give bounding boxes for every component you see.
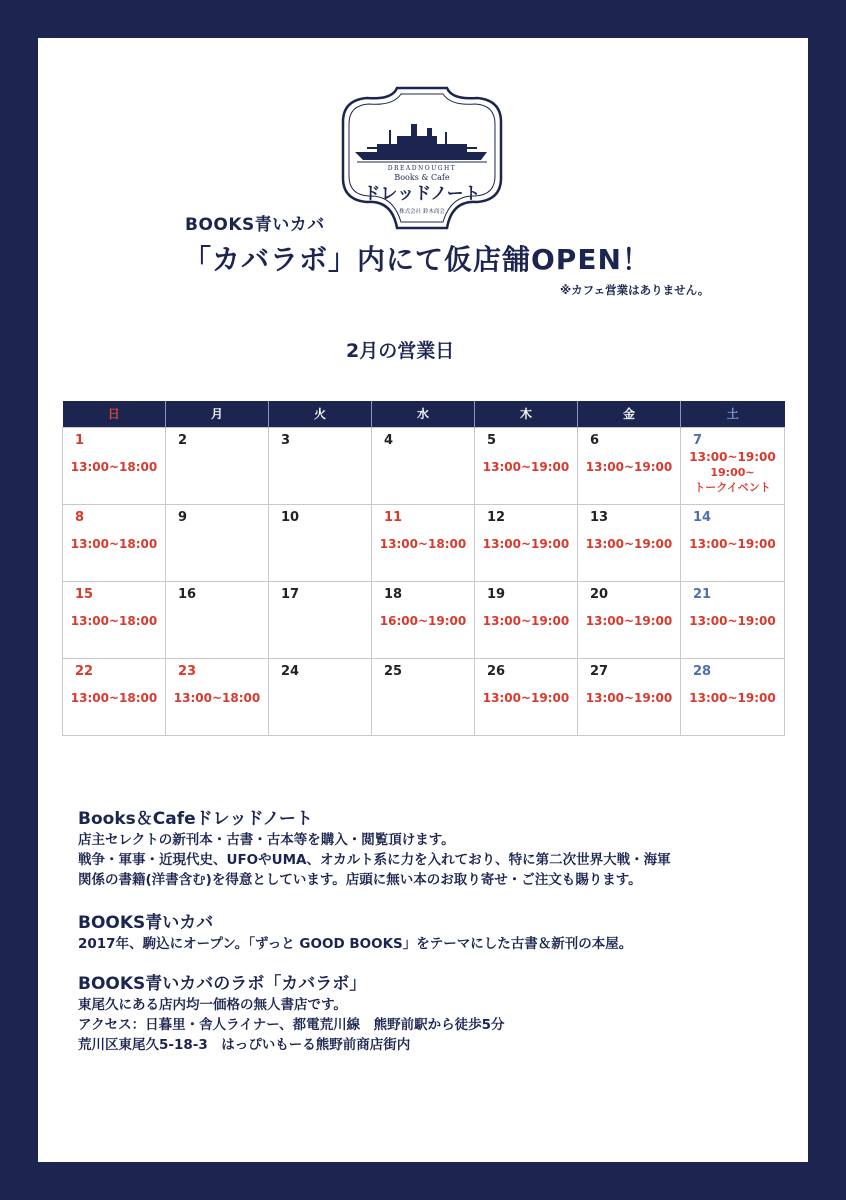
day-number: 20 (590, 586, 609, 602)
opening-hours: 13:00~18:00 (70, 459, 158, 474)
info-line: 店主セレクトの新刊本・古書・古本等を購入・閲覧頂けます。 (78, 832, 455, 848)
info-aoikaba (78, 912, 632, 954)
weekday-mon: 月 (166, 401, 269, 427)
calendar-day-cell (269, 581, 372, 658)
calendar-day-cell (578, 427, 681, 504)
day-number: 2 (178, 432, 188, 448)
day-number: 6 (590, 432, 600, 448)
info-kabalab (78, 973, 505, 1055)
weekday-header-row (63, 401, 785, 427)
calendar-day-cell (578, 504, 681, 581)
calendar-day-cell (63, 427, 166, 504)
opening-hours: 13:00~19:00 (482, 613, 570, 628)
calendar-day-cell (681, 427, 785, 504)
day-number: 23 (178, 663, 197, 679)
day-number: 10 (281, 509, 300, 525)
info-title: BOOKS青いカバのラボ「カバラボ」 (78, 974, 367, 994)
day-number: 3 (281, 432, 291, 448)
calendar-day-cell (63, 504, 166, 581)
calendar-day-cell (372, 504, 475, 581)
info-line: 関係の書籍(洋書含む)を得意としています。店頭に無い本のお取り寄せ・ご注文も賜ります。 (78, 872, 642, 888)
day-number: 11 (384, 509, 403, 525)
day-number: 26 (487, 663, 506, 679)
info-line: アクセス：日暮里・舎人ライナー、都電荒川線 熊野前駅から徒歩5分 (78, 1017, 505, 1033)
event-time: 19:00~ (710, 465, 755, 479)
calendar-day-cell (63, 581, 166, 658)
dreadnought-logo (337, 82, 507, 234)
info-line: 戦争・軍事・近現代史、UFOやUMA、オカルト系に力を入れており、特に第二次世界大戦・海軍 (78, 852, 671, 868)
calendar-day-cell (681, 658, 785, 735)
day-number: 8 (75, 509, 85, 525)
day-number: 17 (281, 586, 300, 602)
svg-text:Books & Cafe: Books & Cafe (394, 173, 450, 182)
main-headline: 「カバラボ」内にて仮店舗OPEN！ (183, 243, 651, 276)
opening-hours: 13:00~19:00 (585, 690, 673, 705)
day-number: 1 (75, 432, 85, 448)
day-number: 25 (384, 663, 403, 679)
calendar-day-cell (166, 504, 269, 581)
calendar-day-cell (578, 581, 681, 658)
opening-hours: 13:00~19:00 (689, 613, 776, 628)
calendar-day-cell (269, 658, 372, 735)
day-number: 14 (693, 509, 712, 525)
weekday-sun: 日 (63, 401, 166, 427)
opening-hours: 13:00~18:00 (70, 690, 158, 705)
opening-hours: 13:00~18:00 (70, 613, 158, 628)
day-number: 15 (75, 586, 94, 602)
info-dreadnought (78, 808, 671, 890)
opening-hours: 13:00~18:00 (379, 536, 467, 551)
info-title: Books＆Cafeドレッドノート (78, 809, 313, 829)
week-row (63, 504, 785, 581)
week-row (63, 658, 785, 735)
calendar-day-cell (269, 504, 372, 581)
calendar-day-cell (372, 427, 475, 504)
calendar-day-cell (166, 427, 269, 504)
event-label: トークイベント (694, 480, 771, 494)
opening-hours: 13:00~19:00 (585, 459, 673, 474)
day-number: 27 (590, 663, 609, 679)
opening-hours: 13:00~18:00 (173, 690, 261, 705)
svg-text:DREADNOUGHT: DREADNOUGHT (387, 165, 457, 172)
day-number: 4 (384, 432, 394, 448)
day-number: 21 (693, 586, 712, 602)
weekday-sat: 土 (681, 401, 785, 427)
calendar-day-cell (372, 581, 475, 658)
day-number: 9 (178, 509, 188, 525)
calendar-day-cell (166, 581, 269, 658)
opening-hours: 13:00~18:00 (70, 536, 158, 551)
calendar-day-cell (63, 658, 166, 735)
calendar-day-cell (475, 427, 578, 504)
week-row (63, 427, 785, 504)
calendar-day-cell (681, 581, 785, 658)
day-number: 19 (487, 586, 506, 602)
week-row (63, 581, 785, 658)
opening-hours: 13:00~19:00 (585, 536, 673, 551)
info-title: BOOKS青いカバ (78, 913, 214, 933)
opening-hours: 13:00~19:00 (689, 449, 776, 464)
info-line: 荒川区東尾久5-18-3 はっぴいもーる熊野前商店街内 (78, 1037, 411, 1053)
opening-hours: 13:00~19:00 (482, 459, 570, 474)
opening-hours: 13:00~19:00 (689, 536, 776, 551)
svg-text:ドレッドノート: ドレッドノート (363, 184, 481, 204)
opening-hours: 13:00~19:00 (482, 536, 570, 551)
day-number: 12 (487, 509, 506, 525)
calendar-day-cell (578, 658, 681, 735)
day-number: 28 (693, 663, 712, 679)
business-calendar (62, 401, 785, 736)
calendar-day-cell (475, 658, 578, 735)
month-title: 2月の営業日 (346, 340, 455, 362)
day-number: 16 (178, 586, 197, 602)
cafe-note: ※カフェ営業はありません。 (560, 283, 710, 297)
flyer-sheet (38, 38, 808, 1162)
day-number: 18 (384, 586, 403, 602)
svg-text:株式会社 鈴木商会: 株式会社 鈴木商会 (399, 209, 445, 215)
opening-hours: 13:00~19:00 (689, 690, 776, 705)
weekday-thu: 木 (475, 401, 578, 427)
calendar-day-cell (166, 658, 269, 735)
weekday-wed: 水 (372, 401, 475, 427)
day-number: 7 (693, 432, 703, 448)
store-name-heading: BOOKS青いカバ (185, 215, 325, 235)
calendar-day-cell (475, 504, 578, 581)
weekday-tue: 火 (269, 401, 372, 427)
info-line: 2017年、駒込にオープン。「ずっと GOOD BOOKS」をテーマにした古書＆新刊の本屋。 (78, 936, 633, 952)
calendar-day-cell (269, 427, 372, 504)
day-number: 24 (281, 663, 300, 679)
calendar-day-cell (372, 658, 475, 735)
day-number: 22 (75, 663, 94, 679)
opening-hours: 13:00~19:00 (585, 613, 673, 628)
day-number: 5 (487, 432, 497, 448)
calendar-day-cell (681, 504, 785, 581)
opening-hours: 16:00~19:00 (379, 613, 467, 628)
weekday-fri: 金 (578, 401, 681, 427)
calendar-day-cell (475, 581, 578, 658)
opening-hours: 13:00~19:00 (482, 690, 570, 705)
day-number: 13 (590, 509, 609, 525)
info-line: 東尾久にある店内均一価格の無人書店です。 (78, 997, 347, 1013)
